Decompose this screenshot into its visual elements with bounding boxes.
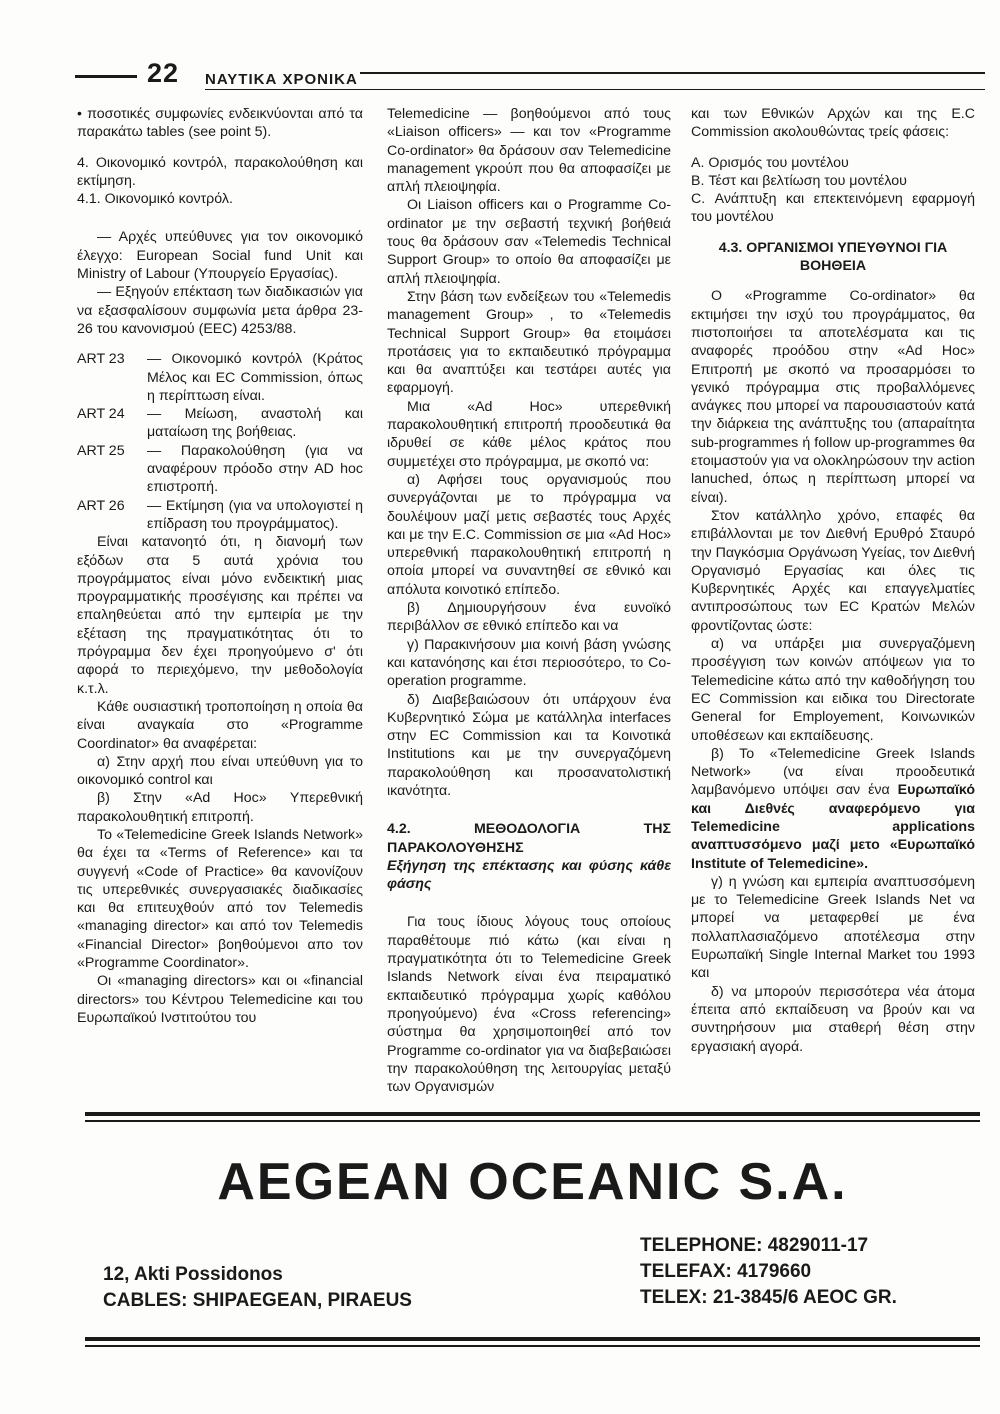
subsection-heading: 4.1. Οικονομικό κοντρόλ.	[77, 191, 233, 208]
ad-top-rule-thin	[85, 1120, 980, 1122]
list-item: B. Τέστ και βελτίωση του μοντέλου	[691, 172, 907, 189]
ad-telefax: TELEFAX: 4179660	[640, 1261, 812, 1282]
paragraph: Το «Telemedicine Greek Islands Network» θα έχει τα «Terms of Reference» και τα συγγενή «Code of Practice» θα κανονίζουν τις υπερεθνικές συνεργασιακές διαδικασίες και θα επιτευχθούν από τον Telemedis «managing director» και από τον Telemedis «Financial Director» βοηθούμενοι απο τον «Programme Coordinator».	[77, 826, 363, 972]
paragraph: β) Δημιουργήσουν ένα ευνοϊκό περιβάλλον σε εθνικό επίπεδο και να	[387, 600, 671, 635]
page-number: 22	[147, 58, 180, 88]
ad-company-name: AEGEAN OCEANIC S.A.	[217, 1153, 848, 1211]
ad-address-block	[103, 1262, 412, 1314]
paragraph: δ) Διαβεβαιώσουν ότι υπάρχουν ένα Κυβερνητικό Σώμα με κατάλληλα interfaces στην EC Commission και τα Κοινοτικά Institutions και με την συνεργαζόμενη παρακολούθηση και προσανατολιστική ικανότητα.	[387, 691, 671, 799]
article-item	[77, 405, 363, 442]
paragraph: α) να υπάρξει μια συνεργαζόμενη προσέγγιση των κοινών απόψεων για το Telemedicine κάτω από την καθοδήγηση του EC Commission και ειδικα του Directorate General for Employement, Κοινωνικών υποθέσεων και εκπαίδευσης.	[691, 636, 975, 744]
paragraph: δ) να μπορούν περισσότερα νέα άτομα έπειτα από εκπαίδευση να βρούν και να συντηρήσουν μια σταθερή θέση στην εργασιακή αγορά.	[691, 983, 975, 1055]
section-heading: 4.2. ΜΕΘΟΔΟΛΟΓΙΑ ΤΗΣ ΠΑΡΑΚΟΛΟΥΘΗΣΗΣ	[387, 821, 671, 856]
paragraph: Στην βάση των ενδείξεων του «Telemedis management Group» , το «Telemedis Technical Support Group» θα ετοιμάσει προτάσεις για το εκπαιδευτικό πρόγραμμα και θα αναπτύξει και τεστάρει αυτές για εφαρμογή.	[387, 288, 671, 397]
magazine-title: ΝΑΥΤΙΚΑ ΧΡΟΝΙΚΑ	[205, 71, 358, 88]
paragraph: — Εξηγούν επέκταση των διαδικασιών για να εξασφαλίσουν συμφωνία μετα άρθρα 23-26 του κανονισμού (EEC) 4253/88.	[77, 284, 363, 337]
article-text: — Οικονομικό κοντρόλ (Κράτος Μέλος και EC Commission, όπως η περίπτωση είναι.	[147, 351, 363, 404]
paragraph: Κάθε ουσιαστική τροποποίηση η οποία θα είναι αναγκαία στο «Programme Coordinator» θα αναφέρεται:	[77, 698, 363, 752]
paragraph	[691, 745, 975, 873]
column-1	[77, 105, 363, 1027]
paragraph-text: β) Το «Telemedicine Greek Islands Network» (να είναι προοδευτικά λαμβανόμενο υπόψει σαν ένα	[691, 745, 975, 799]
paragraph: α) Αφήσει τους οργανισμούς που συνεργάζονται με το πρόγραμμα να δουλέψουν μαζί μετις σεβαστές τους Αρχές και με την E.C. Commission σε μια «Ad Hoc» υπερεθνική παρακολουθητική επιτροπή η οποία μπορεί να συναντηθεί σε εθνικό και απόλυτα κοινοτικό επίπεδο.	[387, 471, 671, 598]
article-text: — Παρακολούθηση (για να αναφέρουν πρόοδο στην AD hoc επιστροπή.	[147, 442, 363, 496]
header-rule-right	[360, 72, 985, 74]
paragraph: β) Στην «Ad Hoc» Υπερεθνική παρακολουθητική επιτροπή.	[77, 790, 363, 825]
paragraph: — Αρχές υπεύθυνες για τον οικονομικό έλεγχο: European Social fund Unit και Ministry of Labour (Υπουργείο Εργασίας).	[77, 229, 363, 283]
paragraph: • ποσοτικές συμφωνίες ενδεικνύονται από τα παρακάτω tables (see point 5).	[77, 106, 363, 141]
paragraph: γ) Παρακινήσουν μια κοινή βάση γνώσης και κατανόησης και έτσι περιοσότερο, το Co-operation programme.	[387, 636, 671, 690]
ad-telephone: TELEPHONE: 4829011-17	[640, 1235, 869, 1256]
article-label: ART 23	[77, 351, 125, 368]
column-2	[387, 105, 671, 1096]
ad-cables: CABLES: SHIPAEGEAN, PIRAEUS	[103, 1290, 412, 1311]
ad-contact-block	[640, 1233, 897, 1311]
paragraph: και των Εθνικών Αρχών και της E.C Commission ακολουθώντας τρείς φάσεις:	[691, 106, 975, 141]
article-item	[77, 350, 363, 405]
paragraph: Telemedicine — βοηθούμενοι από τους «Liaison officers» — και τον «Programme Co-ordinator» θα δράσουν σαν Telemedicine management γκρούπ που θα αποφασίζει με απλή πλειοψηφία.	[387, 106, 671, 196]
paragraph: γ) η γνώση και εμπειρία αναπτυσσόμενη με το Telemedicine Greek Islands Net να μπορεί να μεταφερθεί με ένα πολλαπλασιαζόμενο αποτέλεσμα στην Ευρωπαϊκή Single Internal Market του 1993 και	[691, 873, 975, 982]
article-label: ART 25	[77, 442, 125, 459]
page-header	[75, 58, 985, 98]
section-subheading: Εξήγηση της επέκτασης και φύσης κάθε φάσης	[387, 857, 671, 893]
header-rule-left	[75, 75, 137, 78]
paragraph: Για τους ίδιους λόγους τους οποίους παραθέτουμε πιό κάτω (και είναι η πραγματικότητα ότι το Telemedicine Greek Islands Network είναι ένα πειραματικό εκπαιδευτικό πρόγραμμα χωρίς καθόλου προηγούμενο) ένα «Cross referencing» σύστημα θα χρησιμοποιηθεί από τον Programme co-ordinator για να διαβεβαιώσει την παρακολούθηση της λειτουργίας μεταξύ των Οργανισμών	[387, 914, 671, 1096]
paragraph: Ο «Programme Co-ordinator» θα εκτιμήσει την ισχύ του προγράμματος, θα πιστοποιήσει τα αποτελέσματα και τις αναφορές προόδου στην «Ad Hoc» Επιτροπή με σκοπό να προσαρμόσει το γενικό πρόγραμμα στις προβαλλόμενες ανάγκες που μπορεί να παρουσιαστούν κατά την διάρκεια της ανάπτυξης του (απαραίτητα sub-programmes ή follow up-programmes θα ετοιμαστούν για να ολοκληρώσουν την action lanuched, όπως η περίπτωση μπορεί να είναι).	[691, 288, 975, 506]
list-item: A. Ορισμός του μοντέλου	[691, 154, 849, 171]
paragraph-bold-text: Ευρωπαϊκό και Διεθνές αναφερόμενο για Telemedicine applications αναπτυσσόμενο μαζί μετο «Ευρωπαϊκό Institute of Telemedicine».	[691, 782, 975, 872]
paragraph: Μια «Ad Hoc» υπερεθνική παρακολουθητική επιτροπή προοδευτικά θα ιδρυθεί σε κάθε μέλος κράτος που συμμετέχει στο πρόγραμμα, με σκοπό να:	[387, 398, 671, 470]
article-label: ART 26	[77, 497, 125, 514]
ad-telex: TELEX: 21-3845/6 AEOC GR.	[640, 1287, 897, 1308]
list-item: C. Ανάπτυξη και επεκτεινόμενη εφαρμογή του μοντέλου	[691, 191, 975, 226]
ad-bottom-rule-thin	[85, 1345, 980, 1347]
paragraph: Οι «managing directors» και οι «financial directors» του Κέντρου Telemedicine και του Ευρωπαϊκού Ινστιτούτου του	[77, 973, 363, 1026]
header-rule-right-thin	[205, 89, 985, 90]
article-item	[77, 442, 363, 497]
paragraph: Στον κατάλληλο χρόνο, επαφές θα επιβάλλονται με τον Διεθνή Ερυθρό Σταυρό την Παγκόσμια Οργάνωση Υγείας, τον Διεθνή Οργανισμό Εργασίας και όλες τις Κυβερνητικές Αρχές και επαγγελματίες αντιπροσώπους των EC Κρατών Μελών φροντίζοντας ώστε:	[691, 507, 975, 634]
ad-bottom-rule	[85, 1337, 980, 1341]
column-3	[691, 105, 975, 1056]
ad-top-rule	[85, 1112, 980, 1116]
paragraph: Είναι κατανοητό ότι, η διανομή των εξόδων στα 5 αυτά χρόνια του προγράμματος είναι μόνο ενδεικτική μιας προγραμματικής προσέγισης και πρέπει να επαληθεύεται από την εμπειρία με την εξέταση της πραγματικότητας ότι το πρόγραμμα δεν έχει προηγούμενο σ' ότι αφορά το περιεχόμενο, την μεθοδολογία κ.τ.λ.	[77, 534, 363, 697]
section-heading: 4. Οικονομικό κοντρόλ, παρακολούθηση και εκτίμηση.	[77, 154, 363, 189]
article-label: ART 24	[77, 406, 125, 423]
article-item	[77, 497, 363, 534]
article-text: — Εκτίμηση (για να υπολογιστεί η επίδραση του προγράμματος).	[147, 497, 363, 532]
ad-address: 12, Akti Possidonos	[103, 1264, 283, 1285]
article-text: — Μείωση, αναστολή και ματαίωση της βοήθειας.	[147, 406, 363, 441]
section-heading: 4.3. ΟΡΓΑΝΙΣΜΟΙ ΥΠΕΥΘΥΝΟΙ ΓΙΑ ΒΟΗΘΕΙΑ	[718, 239, 948, 275]
paragraph: Οι Liaison officers και ο Programme Co-ordinator με την σεβαστή τεχνική βοήθειά τους θα δράσουν σαν «Telemedis Technical Support Group» το οποίο θα αποφασίζει με απλή πλειοψηφία.	[387, 197, 671, 287]
paragraph: α) Στην αρχή που είναι υπεύθυνη για το οικονομικό control και	[77, 753, 363, 789]
